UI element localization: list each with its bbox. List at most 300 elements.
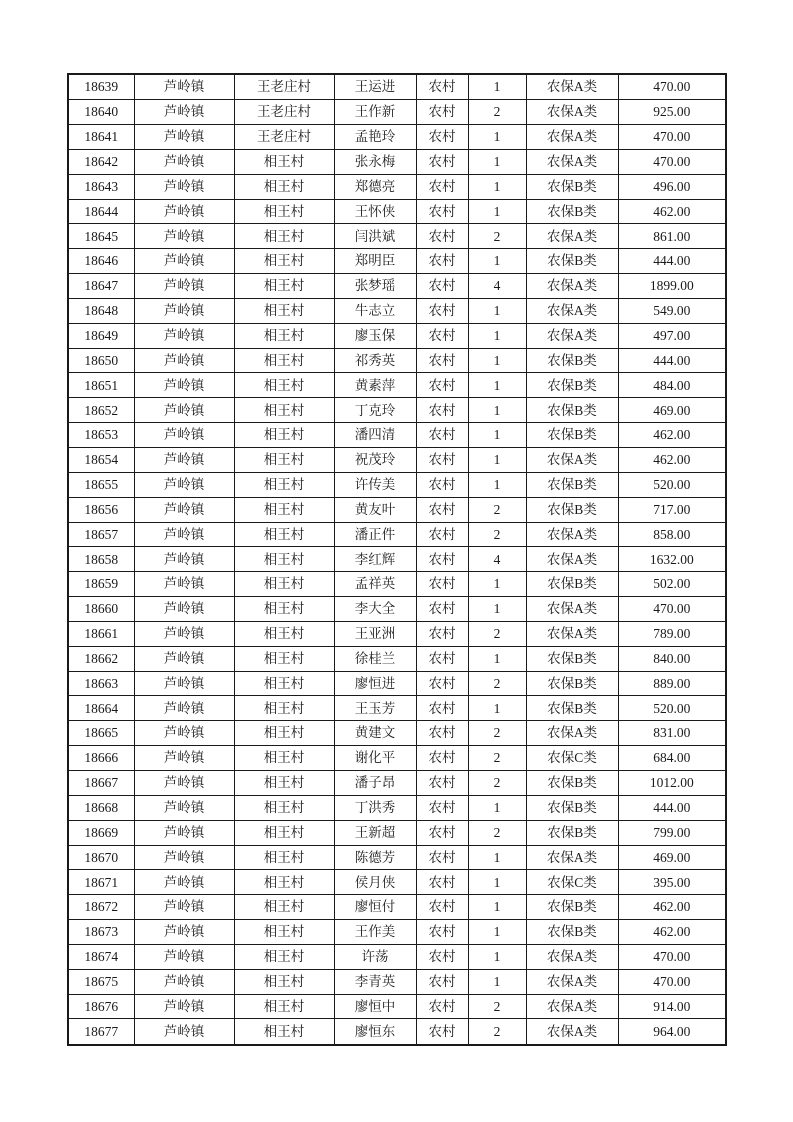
cell-town: 芦岭镇 bbox=[134, 74, 234, 100]
cell-seq-no: 18662 bbox=[68, 646, 134, 671]
cell-name: 陈德芳 bbox=[334, 845, 416, 870]
cell-seq-no: 18655 bbox=[68, 472, 134, 497]
cell-town: 芦岭镇 bbox=[134, 199, 234, 224]
cell-name: 张永梅 bbox=[334, 149, 416, 174]
cell-name: 廖恒中 bbox=[334, 994, 416, 1019]
cell-insurance-category: 农保B类 bbox=[526, 920, 618, 945]
cell-village: 相王村 bbox=[234, 572, 334, 597]
cell-household-type: 农村 bbox=[416, 74, 468, 100]
cell-town: 芦岭镇 bbox=[134, 274, 234, 299]
cell-name: 廖玉保 bbox=[334, 323, 416, 348]
cell-insurance-category: 农保A类 bbox=[526, 994, 618, 1019]
table-row bbox=[68, 1019, 726, 1045]
cell-seq-no: 18666 bbox=[68, 746, 134, 771]
cell-village: 相王村 bbox=[234, 472, 334, 497]
cell-insurance-category: 农保A类 bbox=[526, 74, 618, 100]
cell-person-count: 2 bbox=[468, 671, 526, 696]
cell-household-type: 农村 bbox=[416, 746, 468, 771]
table-row bbox=[68, 944, 726, 969]
cell-household-type: 农村 bbox=[416, 174, 468, 199]
cell-person-count: 1 bbox=[468, 472, 526, 497]
cell-amount: 1632.00 bbox=[618, 547, 726, 572]
cell-town: 芦岭镇 bbox=[134, 621, 234, 646]
cell-household-type: 农村 bbox=[416, 795, 468, 820]
cell-household-type: 农村 bbox=[416, 100, 468, 125]
cell-seq-no: 18661 bbox=[68, 621, 134, 646]
cell-name: 祝茂玲 bbox=[334, 448, 416, 473]
cell-insurance-category: 农保A类 bbox=[526, 1019, 618, 1045]
cell-person-count: 2 bbox=[468, 100, 526, 125]
cell-village: 相王村 bbox=[234, 398, 334, 423]
cell-town: 芦岭镇 bbox=[134, 497, 234, 522]
cell-seq-no: 18665 bbox=[68, 721, 134, 746]
cell-amount: 444.00 bbox=[618, 249, 726, 274]
cell-person-count: 2 bbox=[468, 1019, 526, 1045]
cell-household-type: 农村 bbox=[416, 770, 468, 795]
cell-seq-no: 18649 bbox=[68, 323, 134, 348]
table-row bbox=[68, 274, 726, 299]
cell-person-count: 1 bbox=[468, 870, 526, 895]
cell-amount: 840.00 bbox=[618, 646, 726, 671]
cell-town: 芦岭镇 bbox=[134, 994, 234, 1019]
cell-village: 王老庄村 bbox=[234, 125, 334, 150]
cell-name: 廖恒进 bbox=[334, 671, 416, 696]
cell-insurance-category: 农保B类 bbox=[526, 646, 618, 671]
cell-insurance-category: 农保B类 bbox=[526, 398, 618, 423]
cell-village: 相王村 bbox=[234, 969, 334, 994]
table-row bbox=[68, 174, 726, 199]
cell-town: 芦岭镇 bbox=[134, 174, 234, 199]
cell-insurance-category: 农保A类 bbox=[526, 100, 618, 125]
cell-village: 相王村 bbox=[234, 994, 334, 1019]
table-row bbox=[68, 820, 726, 845]
cell-insurance-category: 农保B类 bbox=[526, 770, 618, 795]
cell-amount: 799.00 bbox=[618, 820, 726, 845]
cell-household-type: 农村 bbox=[416, 224, 468, 249]
cell-insurance-category: 农保A类 bbox=[526, 969, 618, 994]
cell-seq-no: 18640 bbox=[68, 100, 134, 125]
cell-village: 相王村 bbox=[234, 920, 334, 945]
cell-name: 黄素萍 bbox=[334, 373, 416, 398]
cell-person-count: 1 bbox=[468, 423, 526, 448]
cell-village: 相王村 bbox=[234, 274, 334, 299]
cell-insurance-category: 农保A类 bbox=[526, 149, 618, 174]
cell-household-type: 农村 bbox=[416, 274, 468, 299]
cell-town: 芦岭镇 bbox=[134, 820, 234, 845]
cell-household-type: 农村 bbox=[416, 448, 468, 473]
cell-person-count: 1 bbox=[468, 920, 526, 945]
cell-name: 黄友叶 bbox=[334, 497, 416, 522]
cell-amount: 462.00 bbox=[618, 920, 726, 945]
cell-household-type: 农村 bbox=[416, 646, 468, 671]
cell-seq-no: 18654 bbox=[68, 448, 134, 473]
cell-name: 徐桂兰 bbox=[334, 646, 416, 671]
cell-name: 王亚洲 bbox=[334, 621, 416, 646]
cell-seq-no: 18652 bbox=[68, 398, 134, 423]
cell-amount: 964.00 bbox=[618, 1019, 726, 1045]
cell-seq-no: 18639 bbox=[68, 74, 134, 100]
cell-household-type: 农村 bbox=[416, 696, 468, 721]
cell-amount: 469.00 bbox=[618, 845, 726, 870]
cell-insurance-category: 农保A类 bbox=[526, 845, 618, 870]
cell-household-type: 农村 bbox=[416, 870, 468, 895]
cell-name: 郑德亮 bbox=[334, 174, 416, 199]
cell-town: 芦岭镇 bbox=[134, 671, 234, 696]
cell-name: 廖恒东 bbox=[334, 1019, 416, 1045]
cell-village: 相王村 bbox=[234, 671, 334, 696]
cell-household-type: 农村 bbox=[416, 721, 468, 746]
cell-amount: 497.00 bbox=[618, 323, 726, 348]
cell-seq-no: 18653 bbox=[68, 423, 134, 448]
cell-seq-no: 18644 bbox=[68, 199, 134, 224]
cell-amount: 861.00 bbox=[618, 224, 726, 249]
table-row bbox=[68, 994, 726, 1019]
cell-person-count: 1 bbox=[468, 174, 526, 199]
table-row bbox=[68, 895, 726, 920]
cell-town: 芦岭镇 bbox=[134, 770, 234, 795]
cell-amount: 462.00 bbox=[618, 199, 726, 224]
cell-seq-no: 18663 bbox=[68, 671, 134, 696]
cell-town: 芦岭镇 bbox=[134, 944, 234, 969]
cell-person-count: 2 bbox=[468, 621, 526, 646]
cell-insurance-category: 农保C类 bbox=[526, 746, 618, 771]
cell-insurance-category: 农保B类 bbox=[526, 199, 618, 224]
table-row bbox=[68, 845, 726, 870]
table-row bbox=[68, 100, 726, 125]
cell-town: 芦岭镇 bbox=[134, 348, 234, 373]
cell-insurance-category: 农保B类 bbox=[526, 348, 618, 373]
cell-name: 祁秀英 bbox=[334, 348, 416, 373]
cell-town: 芦岭镇 bbox=[134, 323, 234, 348]
cell-amount: 470.00 bbox=[618, 597, 726, 622]
cell-household-type: 农村 bbox=[416, 597, 468, 622]
cell-name: 潘正件 bbox=[334, 522, 416, 547]
cell-household-type: 农村 bbox=[416, 944, 468, 969]
cell-village: 相王村 bbox=[234, 298, 334, 323]
cell-name: 廖恒付 bbox=[334, 895, 416, 920]
cell-person-count: 2 bbox=[468, 721, 526, 746]
cell-amount: 789.00 bbox=[618, 621, 726, 646]
cell-name: 孟艳玲 bbox=[334, 125, 416, 150]
cell-name: 李青英 bbox=[334, 969, 416, 994]
cell-town: 芦岭镇 bbox=[134, 423, 234, 448]
cell-amount: 858.00 bbox=[618, 522, 726, 547]
cell-household-type: 农村 bbox=[416, 522, 468, 547]
table-row bbox=[68, 920, 726, 945]
cell-town: 芦岭镇 bbox=[134, 224, 234, 249]
cell-town: 芦岭镇 bbox=[134, 597, 234, 622]
cell-seq-no: 18664 bbox=[68, 696, 134, 721]
cell-insurance-category: 农保B类 bbox=[526, 423, 618, 448]
cell-amount: 462.00 bbox=[618, 895, 726, 920]
cell-person-count: 2 bbox=[468, 522, 526, 547]
cell-insurance-category: 农保A类 bbox=[526, 274, 618, 299]
cell-village: 相王村 bbox=[234, 373, 334, 398]
cell-person-count: 2 bbox=[468, 224, 526, 249]
cell-person-count: 1 bbox=[468, 74, 526, 100]
table-row bbox=[68, 125, 726, 150]
table-row bbox=[68, 547, 726, 572]
cell-household-type: 农村 bbox=[416, 249, 468, 274]
cell-village: 相王村 bbox=[234, 870, 334, 895]
table-row bbox=[68, 572, 726, 597]
table-row bbox=[68, 224, 726, 249]
table-row bbox=[68, 398, 726, 423]
cell-seq-no: 18650 bbox=[68, 348, 134, 373]
cell-insurance-category: 农保A类 bbox=[526, 597, 618, 622]
table-row bbox=[68, 497, 726, 522]
table-row bbox=[68, 348, 726, 373]
cell-seq-no: 18673 bbox=[68, 920, 134, 945]
cell-person-count: 1 bbox=[468, 646, 526, 671]
cell-person-count: 4 bbox=[468, 274, 526, 299]
table-row bbox=[68, 969, 726, 994]
cell-town: 芦岭镇 bbox=[134, 795, 234, 820]
cell-insurance-category: 农保A类 bbox=[526, 621, 618, 646]
cell-insurance-category: 农保A类 bbox=[526, 448, 618, 473]
table-row bbox=[68, 671, 726, 696]
cell-amount: 925.00 bbox=[618, 100, 726, 125]
cell-insurance-category: 农保B类 bbox=[526, 249, 618, 274]
cell-insurance-category: 农保A类 bbox=[526, 522, 618, 547]
cell-person-count: 1 bbox=[468, 373, 526, 398]
cell-village: 相王村 bbox=[234, 746, 334, 771]
cell-household-type: 农村 bbox=[416, 497, 468, 522]
cell-amount: 462.00 bbox=[618, 448, 726, 473]
cell-amount: 496.00 bbox=[618, 174, 726, 199]
cell-town: 芦岭镇 bbox=[134, 895, 234, 920]
table-row bbox=[68, 696, 726, 721]
cell-insurance-category: 农保B类 bbox=[526, 895, 618, 920]
cell-household-type: 农村 bbox=[416, 398, 468, 423]
cell-town: 芦岭镇 bbox=[134, 149, 234, 174]
cell-amount: 484.00 bbox=[618, 373, 726, 398]
cell-person-count: 1 bbox=[468, 969, 526, 994]
cell-village: 相王村 bbox=[234, 174, 334, 199]
cell-town: 芦岭镇 bbox=[134, 547, 234, 572]
cell-name: 谢化平 bbox=[334, 746, 416, 771]
cell-town: 芦岭镇 bbox=[134, 920, 234, 945]
cell-person-count: 2 bbox=[468, 820, 526, 845]
cell-household-type: 农村 bbox=[416, 472, 468, 497]
cell-person-count: 2 bbox=[468, 770, 526, 795]
cell-name: 王作新 bbox=[334, 100, 416, 125]
cell-town: 芦岭镇 bbox=[134, 373, 234, 398]
cell-amount: 520.00 bbox=[618, 472, 726, 497]
cell-name: 王怀侠 bbox=[334, 199, 416, 224]
cell-person-count: 1 bbox=[468, 845, 526, 870]
cell-town: 芦岭镇 bbox=[134, 845, 234, 870]
cell-name: 闫洪斌 bbox=[334, 224, 416, 249]
cell-person-count: 1 bbox=[468, 323, 526, 348]
cell-amount: 444.00 bbox=[618, 795, 726, 820]
cell-household-type: 农村 bbox=[416, 895, 468, 920]
cell-village: 相王村 bbox=[234, 820, 334, 845]
cell-name: 潘子昂 bbox=[334, 770, 416, 795]
table-row bbox=[68, 746, 726, 771]
cell-household-type: 农村 bbox=[416, 423, 468, 448]
cell-person-count: 1 bbox=[468, 895, 526, 920]
cell-village: 相王村 bbox=[234, 621, 334, 646]
table-body bbox=[68, 74, 726, 1045]
cell-household-type: 农村 bbox=[416, 969, 468, 994]
cell-person-count: 1 bbox=[468, 597, 526, 622]
cell-amount: 684.00 bbox=[618, 746, 726, 771]
table-row bbox=[68, 323, 726, 348]
cell-town: 芦岭镇 bbox=[134, 398, 234, 423]
table-row bbox=[68, 373, 726, 398]
table-row bbox=[68, 597, 726, 622]
cell-town: 芦岭镇 bbox=[134, 522, 234, 547]
cell-town: 芦岭镇 bbox=[134, 870, 234, 895]
table-row bbox=[68, 770, 726, 795]
cell-village: 相王村 bbox=[234, 224, 334, 249]
cell-amount: 549.00 bbox=[618, 298, 726, 323]
cell-village: 王老庄村 bbox=[234, 74, 334, 100]
cell-insurance-category: 农保B类 bbox=[526, 795, 618, 820]
table-row bbox=[68, 448, 726, 473]
cell-town: 芦岭镇 bbox=[134, 249, 234, 274]
cell-insurance-category: 农保B类 bbox=[526, 671, 618, 696]
table-row bbox=[68, 721, 726, 746]
table-row bbox=[68, 199, 726, 224]
cell-amount: 444.00 bbox=[618, 348, 726, 373]
cell-amount: 1899.00 bbox=[618, 274, 726, 299]
cell-household-type: 农村 bbox=[416, 348, 468, 373]
cell-insurance-category: 农保B类 bbox=[526, 373, 618, 398]
cell-person-count: 1 bbox=[468, 448, 526, 473]
cell-household-type: 农村 bbox=[416, 572, 468, 597]
cell-village: 相王村 bbox=[234, 547, 334, 572]
cell-person-count: 1 bbox=[468, 348, 526, 373]
table-row bbox=[68, 522, 726, 547]
cell-village: 相王村 bbox=[234, 497, 334, 522]
cell-person-count: 2 bbox=[468, 994, 526, 1019]
cell-village: 相王村 bbox=[234, 249, 334, 274]
cell-town: 芦岭镇 bbox=[134, 572, 234, 597]
cell-household-type: 农村 bbox=[416, 994, 468, 1019]
cell-town: 芦岭镇 bbox=[134, 721, 234, 746]
cell-insurance-category: 农保B类 bbox=[526, 174, 618, 199]
cell-seq-no: 18676 bbox=[68, 994, 134, 1019]
cell-household-type: 农村 bbox=[416, 820, 468, 845]
cell-amount: 469.00 bbox=[618, 398, 726, 423]
cell-seq-no: 18646 bbox=[68, 249, 134, 274]
cell-village: 相王村 bbox=[234, 323, 334, 348]
cell-seq-no: 18675 bbox=[68, 969, 134, 994]
cell-town: 芦岭镇 bbox=[134, 100, 234, 125]
cell-village: 相王村 bbox=[234, 597, 334, 622]
cell-seq-no: 18642 bbox=[68, 149, 134, 174]
cell-seq-no: 18645 bbox=[68, 224, 134, 249]
cell-name: 郑明臣 bbox=[334, 249, 416, 274]
cell-seq-no: 18656 bbox=[68, 497, 134, 522]
cell-insurance-category: 农保C类 bbox=[526, 870, 618, 895]
cell-name: 李红辉 bbox=[334, 547, 416, 572]
table-row bbox=[68, 249, 726, 274]
cell-amount: 470.00 bbox=[618, 149, 726, 174]
cell-village: 相王村 bbox=[234, 1019, 334, 1045]
cell-person-count: 2 bbox=[468, 497, 526, 522]
cell-name: 许荡 bbox=[334, 944, 416, 969]
cell-seq-no: 18668 bbox=[68, 795, 134, 820]
cell-seq-no: 18669 bbox=[68, 820, 134, 845]
cell-household-type: 农村 bbox=[416, 199, 468, 224]
cell-amount: 717.00 bbox=[618, 497, 726, 522]
table-row bbox=[68, 472, 726, 497]
cell-insurance-category: 农保B类 bbox=[526, 820, 618, 845]
cell-person-count: 1 bbox=[468, 398, 526, 423]
cell-seq-no: 18651 bbox=[68, 373, 134, 398]
cell-person-count: 1 bbox=[468, 149, 526, 174]
cell-seq-no: 18674 bbox=[68, 944, 134, 969]
table-row bbox=[68, 646, 726, 671]
cell-amount: 889.00 bbox=[618, 671, 726, 696]
cell-town: 芦岭镇 bbox=[134, 969, 234, 994]
cell-insurance-category: 农保B类 bbox=[526, 696, 618, 721]
cell-name: 王玉芳 bbox=[334, 696, 416, 721]
cell-seq-no: 18643 bbox=[68, 174, 134, 199]
table-row bbox=[68, 423, 726, 448]
table-row bbox=[68, 298, 726, 323]
cell-village: 相王村 bbox=[234, 944, 334, 969]
cell-household-type: 农村 bbox=[416, 621, 468, 646]
table-row bbox=[68, 870, 726, 895]
cell-insurance-category: 农保A类 bbox=[526, 224, 618, 249]
cell-name: 许传美 bbox=[334, 472, 416, 497]
cell-insurance-category: 农保B类 bbox=[526, 572, 618, 597]
cell-person-count: 1 bbox=[468, 696, 526, 721]
cell-seq-no: 18648 bbox=[68, 298, 134, 323]
cell-village: 相王村 bbox=[234, 646, 334, 671]
cell-amount: 470.00 bbox=[618, 944, 726, 969]
table-row bbox=[68, 795, 726, 820]
cell-name: 侯月侠 bbox=[334, 870, 416, 895]
cell-village: 相王村 bbox=[234, 770, 334, 795]
cell-town: 芦岭镇 bbox=[134, 1019, 234, 1045]
cell-seq-no: 18658 bbox=[68, 547, 134, 572]
cell-seq-no: 18657 bbox=[68, 522, 134, 547]
cell-person-count: 2 bbox=[468, 746, 526, 771]
cell-seq-no: 18677 bbox=[68, 1019, 134, 1045]
cell-insurance-category: 农保A类 bbox=[526, 323, 618, 348]
cell-seq-no: 18641 bbox=[68, 125, 134, 150]
cell-household-type: 农村 bbox=[416, 547, 468, 572]
cell-amount: 470.00 bbox=[618, 125, 726, 150]
cell-household-type: 农村 bbox=[416, 149, 468, 174]
cell-amount: 831.00 bbox=[618, 721, 726, 746]
cell-person-count: 1 bbox=[468, 125, 526, 150]
cell-person-count: 4 bbox=[468, 547, 526, 572]
cell-name: 王作美 bbox=[334, 920, 416, 945]
cell-insurance-category: 农保B类 bbox=[526, 497, 618, 522]
cell-name: 牛志立 bbox=[334, 298, 416, 323]
cell-name: 王运进 bbox=[334, 74, 416, 100]
cell-person-count: 1 bbox=[468, 795, 526, 820]
cell-town: 芦岭镇 bbox=[134, 696, 234, 721]
cell-insurance-category: 农保B类 bbox=[526, 472, 618, 497]
cell-amount: 520.00 bbox=[618, 696, 726, 721]
cell-amount: 470.00 bbox=[618, 969, 726, 994]
pension-roster-table bbox=[67, 73, 727, 1046]
cell-town: 芦岭镇 bbox=[134, 646, 234, 671]
cell-village: 相王村 bbox=[234, 423, 334, 448]
cell-town: 芦岭镇 bbox=[134, 298, 234, 323]
cell-person-count: 1 bbox=[468, 944, 526, 969]
cell-village: 相王村 bbox=[234, 522, 334, 547]
cell-household-type: 农村 bbox=[416, 125, 468, 150]
cell-household-type: 农村 bbox=[416, 920, 468, 945]
